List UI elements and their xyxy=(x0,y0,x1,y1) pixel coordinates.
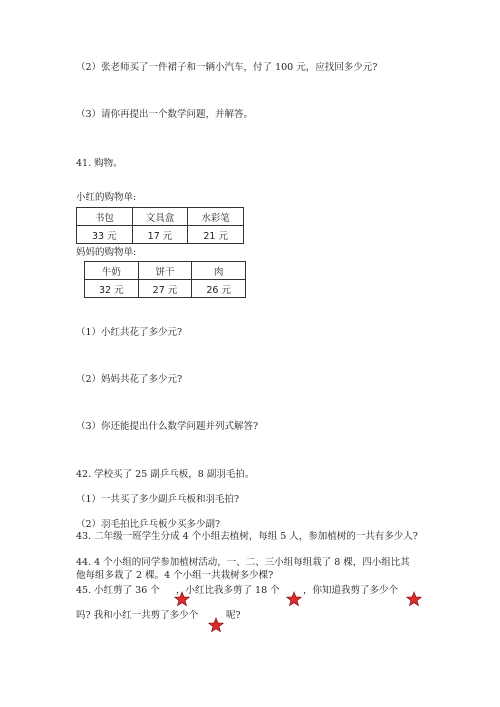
table-row xyxy=(85,262,246,280)
table-cell: 26 元 xyxy=(192,280,246,298)
q43-text: 43. 二年级一班学生分成 4 个小组去植树，每组 5 人，参加植树的一共有多少人? xyxy=(76,531,418,542)
q45-part5: 呢? xyxy=(226,610,241,621)
table-cell: 33 元 xyxy=(77,226,133,244)
table-cell: 32 元 xyxy=(85,280,139,298)
table-cell: 27 元 xyxy=(138,280,192,298)
q41-title: 41. 购物。 xyxy=(76,158,123,169)
q42-title: 42. 学校买了 25 副乒乓板，8 副羽毛拍。 xyxy=(76,469,255,480)
table-cell: 水彩笔 xyxy=(188,208,244,226)
table-cell: 饼干 xyxy=(138,262,192,280)
table-cell: 文具盒 xyxy=(132,208,188,226)
table-cell: 21 元 xyxy=(188,226,244,244)
table-cell: 17 元 xyxy=(132,226,188,244)
q45-part2: ，小红比我多剪了 18 个 xyxy=(176,585,280,596)
q44-line2: 他每组多栽了 2 棵。4 个小组一共栽树多少棵? xyxy=(76,570,274,581)
q42-sub2: （2）羽毛拍比乒乓板少买多少副? xyxy=(76,519,221,530)
list2-title: 妈妈的购物单: xyxy=(76,247,137,258)
list1-title: 小红的购物单: xyxy=(76,192,137,203)
q40-sub3: （3）请你再提出一个数学问题，并解答。 xyxy=(76,109,254,120)
q41-sub2: （2）妈妈共花了多少元? xyxy=(76,374,183,385)
q41-sub1: （1）小红共花了多少元? xyxy=(76,327,183,338)
table-row xyxy=(85,280,246,298)
star-icon xyxy=(208,617,224,633)
q44-line1: 44. 4 个小组的同学参加植树活动，一、二、三小组每组栽了 8 棵，四小组比其 xyxy=(76,557,410,568)
q42-sub1: （1）一共买了多少副乒乓板和羽毛拍? xyxy=(76,494,240,505)
q45-part4: 吗? 我和小红一共剪了多少个 xyxy=(76,610,199,621)
star-icon xyxy=(286,591,302,607)
q45-part3: ，你知道我剪了多少个 xyxy=(303,585,399,596)
table-cell: 书包 xyxy=(77,208,133,226)
list1-table xyxy=(76,207,244,244)
table-cell: 牛奶 xyxy=(85,262,139,280)
q45-part1: 45. 小红剪了 36 个 xyxy=(76,585,160,596)
q41-sub3: （3）你还能提出什么数学问题并列式解答? xyxy=(76,421,259,432)
list2-table xyxy=(84,261,246,298)
q40-sub2: （2）张老师买了一件裙子和一辆小汽车，付了 100 元，应找回多少元? xyxy=(76,62,378,73)
table-row xyxy=(77,208,244,226)
table-cell: 肉 xyxy=(192,262,246,280)
table-row xyxy=(77,226,244,244)
star-icon xyxy=(406,591,422,607)
